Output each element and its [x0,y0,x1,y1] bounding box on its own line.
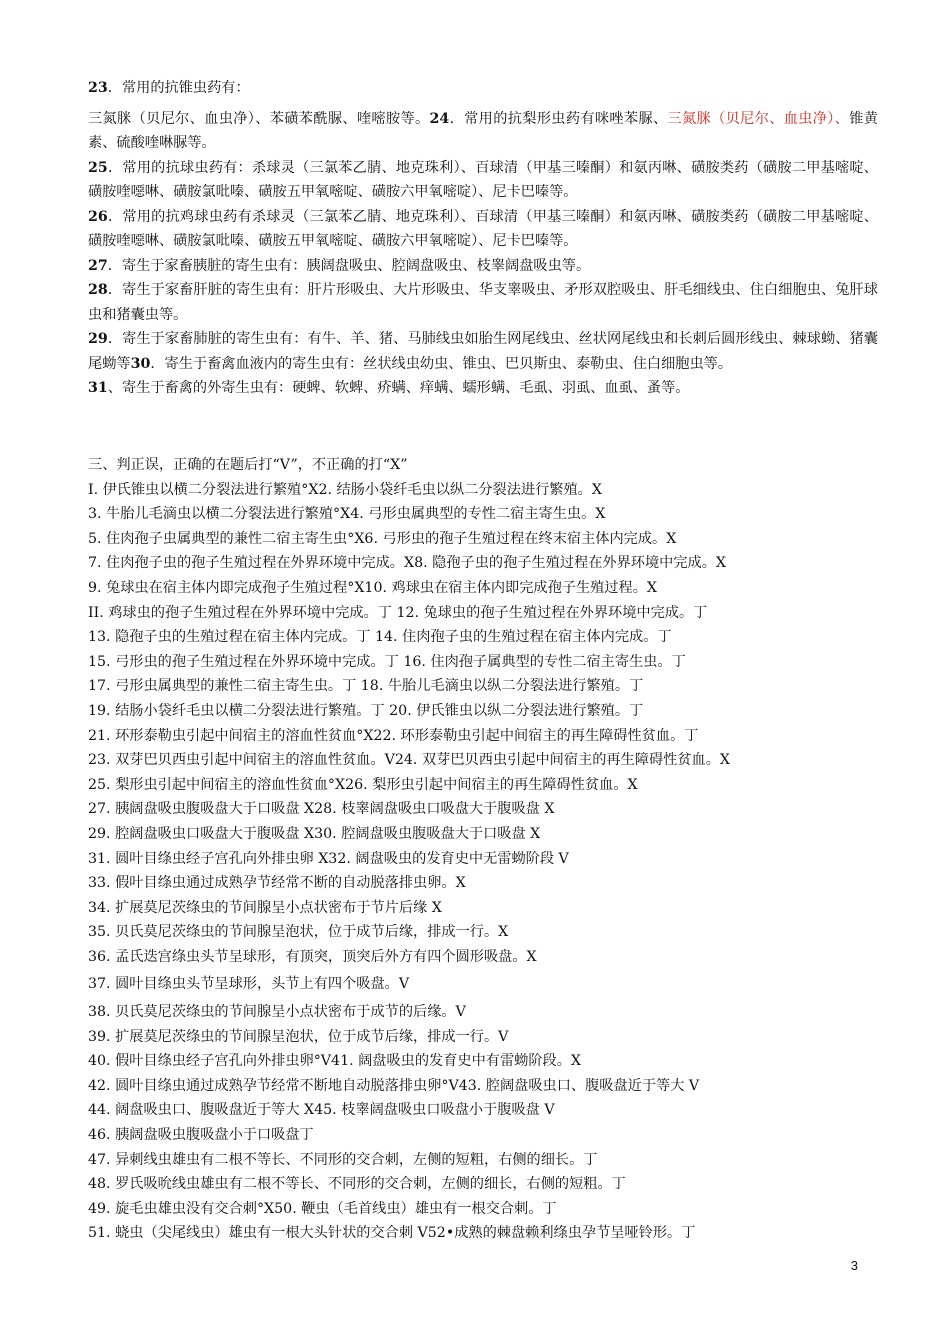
paragraph-text: ．寄生于畜禽血液内的寄生虫有：丝状线虫幼虫、锥虫、巴贝斯虫、泰勒虫、住白细胞虫等。 [150,355,733,372]
statement-line: 7. 住肉孢子虫的孢子生殖过程在外界环境中完成。X8. 隐孢子虫的孢子生殖过程在外界环境中完成。X [88,555,726,572]
statement-line: 39. 扩展莫尼茨绦虫的节间腺呈泡状，位于成节后缘，排成一行。V [88,1028,509,1045]
paragraph-27 [88,254,878,279]
paragraph-31 [88,376,878,401]
item-number: 23 [88,80,108,96]
item-number: 30 [130,355,151,372]
paragraph-23 [88,76,878,101]
statement-line: 21. 环形泰勒虫引起中间宿主的溶血性贫血°X22. 环形泰勒虫引起中间宿主的再生障碍性贫血。丁 [88,727,699,744]
paragraph-text: ．寄生于家畜肝脏的寄生虫有：肝片形吸虫、大片形吸虫、华支睾吸虫、矛形双腔吸虫、肝毛细线虫、住白细胞虫、兔肝球虫和猪囊虫等。 [88,282,878,323]
statement-line: 19. 结肠小袋纤毛虫以横二分裂法进行繁殖。丁 20. 伊氏锥虫以纵二分裂法进行繁殖。丁 [88,702,644,719]
item-number: 31 [88,380,108,396]
section-title: 三、判正误，正确的在题后打“V”，不正确的打“X” [88,457,408,473]
statement-line: 35. 贝氏莫尼茨绦虫的节间腺呈泡状，位于成节后缘，排成一行。X [88,924,509,941]
item-number: 26 [88,208,108,225]
statement-line: 40. 假叶目绦虫经子宫孔向外排虫卵°V41. 阔盘吸虫的发育史中有雷蚴阶段。X [88,1053,582,1070]
statement-line: 17. 弓形虫属典型的兼性二宿主寄生虫。丁 18. 牛胎儿毛滴虫以纵二分裂法进行繁殖。丁 [88,678,644,695]
statement-line: 48. 罗氏吸吮线虫雄虫有二根不等长、不同形的交合刺，左侧的细长，右侧的短粗。丁 [88,1176,626,1193]
statement-line: I. 伊氏锥虫以横二分裂法进行繁殖°X2. 结肠小袋纤毛虫以纵二分裂法进行繁殖。X [88,481,602,498]
statement-line: 15. 弓形虫的孢子生殖过程在外界环境中完成。丁 16. 住肉孢子属典型的专性二宿主寄生虫。丁 [88,653,686,670]
statement-line: 44. 阔盘吸虫口、腹吸盘近于等大 X45. 枝睾阔盘吸虫口吸盘小于腹吸盘 V [88,1102,555,1119]
item-number: 25 [88,159,108,176]
statement-line: 46. 胰阔盘吸虫腹吸盘小于口吸盘丁 [88,1127,314,1144]
statement-line: 42. 圆叶目绦虫通过成熟孕节经常不断地自动脱落排虫卵°V43. 腔阔盘吸虫口、腹吸盘近于等大 V [88,1077,700,1094]
statement-line: 34. 扩展莫尼茨绦虫的节间腺呈小点状密布于节片后缘 X [88,899,442,916]
item-number: 28 [88,282,108,298]
paragraph-25 [88,156,878,205]
paragraph-text: 三氮脒（贝尼尔、血虫净）、苯磺苯酰脲、喹嘧胺等。 [88,110,430,127]
paragraph-29-30 [88,327,878,376]
statement-line: 23. 双芽巴贝西虫引起中间宿主的溶血性贫血。V24. 双芽巴贝西虫引起中间宿主的再生障碍性贫血。X [88,752,730,769]
section-drugs [88,76,878,401]
paragraph-text: ．常用的抗锥虫药有： [107,80,250,96]
paragraph-28 [88,278,878,327]
paragraph-text: ．寄生于家畜肺脏的寄生虫有：有牛、羊、猪、马肺线虫如胎生网尾线虫、丝状网尾线虫和长刺后圆形线虫、棘球蚴、猪囊尾蚴等 [88,331,878,372]
statement-line: 37. 圆叶目绦虫头节呈球形，头节上有四个吸盘。V [88,976,410,993]
statement-line: 29. 腔阔盘吸虫口吸盘大于腹吸盘 X30. 腔阔盘吸虫腹吸盘大于口吸盘 X [88,825,541,842]
paragraph-text: ．常用的抗鸡球虫药有杀球灵（三氯苯乙腈、地克珠利）、百球清（甲基三嗪酮）和氨丙啉、磺胺类药（磺胺二甲基嘧啶、磺胺喹噁啉、磺胺氯吡嗪、磺胺五甲氧嘧啶、磺胺六甲氧嘧啶）、尼卡巴嗪等。 [88,208,878,249]
paragraph-26 [88,205,878,254]
paragraph-text: 锥黄素、硫酸喹啉脲等。 [88,110,878,151]
statement-line: 49. 旋毛虫雄虫没有交合刺°X50. 鞭虫（毛首线虫）雄虫有一根交合刺。丁 [88,1200,557,1217]
item-number: 27 [88,257,108,274]
item-number: 29 [88,331,108,347]
statement-line: 9. 兔球虫在宿主体内即完成孢子生殖过程°X10. 鸡球虫在宿主体内即完成孢子生殖过程。X [88,579,657,596]
paragraph-23-24 [88,107,878,156]
paragraph-text: ．常用的抗球虫药有：杀球灵（三氯苯乙腈、地克珠利）、百球清（甲基三嗪酮）和氨丙啉、磺胺类药（磺胺二甲基嘧啶、磺胺喹噁啉、磺胺氯吡嗪、磺胺五甲氧嘧啶、磺胺六甲氧嘧啶）、尼卡巴嗪等。 [88,159,878,200]
item-number: 24 [429,110,450,127]
paragraph-text: 、寄生于畜禽的外寄生虫有：硬蜱、软蜱、疥螨、痒螨、蠕形螨、毛虱、羽虱、血虱、蚤等。 [107,380,690,396]
statement-line: 5. 住肉孢子虫属典型的兼性二宿主寄生虫°X6. 弓形虫的孢子生殖过程在终末宿主体内完成。X [88,530,677,547]
page-number: 3 [850,1258,858,1273]
paragraph-text: ．常用的抗梨形虫药有咪唑苯脲、 [449,110,668,127]
statement-line: 51. 蛲虫（尖尾线虫）雄虫有一根大头针状的交合刺 V52•成熟的棘盘赖利绦虫孕节呈哑铃形。丁 [88,1225,696,1242]
statement-line: 36. 孟氏迭宫绦虫头节呈球形，有顶突，顶突后外方有四个圆形吸盘。X [88,948,537,965]
statement-list [88,478,878,1246]
paragraph-text: ．寄生于家畜胰脏的寄生虫有：胰阔盘吸虫、腔阔盘吸虫、枝睾阔盘吸虫等。 [107,257,591,274]
statement-line: 25. 梨形虫引起中间宿主的溶血性贫血°X26. 梨形虫引起中间宿主的再生障碍性贫血。X [88,776,638,793]
section-true-false [88,453,878,1246]
statement-line: 33. 假叶目绦虫通过成熟孕节经常不断的自动脱落排虫卵。X [88,875,466,892]
statement-line: 31. 圆叶目绦虫经子宫孔向外排虫卵 X32. 阔盘吸虫的发育史中无雷蚴阶段 V [88,850,569,867]
statement-line: 13. 隐孢子虫的生殖过程在宿主体内完成。丁 14. 住肉孢子虫的生殖过程在宿主体内完成。丁 [88,629,672,646]
statement-line: 27. 胰阔盘吸虫腹吸盘大于口吸盘 X28. 枝睾阔盘吸虫口吸盘大于腹吸盘 X [88,801,555,818]
statement-line: 38. 贝氏莫尼茨绦虫的节间腺呈小点状密布于成节的后缘。V [88,1004,466,1021]
statement-line: 47. 异刺线虫雄虫有二根不等长、不同形的交合刺，左侧的短粗，右侧的细长。丁 [88,1151,598,1168]
statement-line: 3. 牛胎儿毛滴虫以横二分裂法进行繁殖°X4. 弓形虫属典型的专性二宿主寄生虫。X [88,506,606,523]
statement-line: II. 鸡球虫的孢子生殖过程在外界环境中完成。丁 12. 兔球虫的孢子生殖过程在外界环境中完成。丁 [88,604,708,621]
highlighted-text: 三氮脒（贝尼尔、血虫净）、 [667,110,850,127]
